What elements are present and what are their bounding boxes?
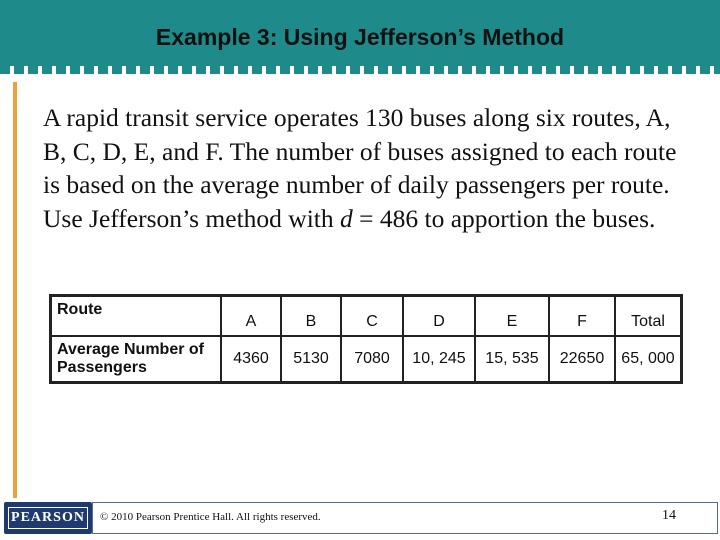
accent-bar bbox=[13, 82, 17, 498]
passenger-cell: 15, 535 bbox=[475, 336, 549, 383]
slide-title: Example 3: Using Jefferson’s Method bbox=[155, 24, 565, 50]
statement-part-2: = 486 to apportion the buses. bbox=[352, 203, 656, 233]
passenger-cell: 7080 bbox=[341, 336, 403, 383]
passenger-cell: 22650 bbox=[549, 336, 615, 383]
route-cell: F bbox=[549, 296, 615, 337]
route-cell: E bbox=[475, 296, 549, 337]
passenger-cell-total: 65, 000 bbox=[621, 350, 675, 367]
route-cell-total: Total bbox=[615, 296, 682, 337]
passenger-table bbox=[49, 294, 683, 384]
route-cell: B bbox=[281, 296, 341, 337]
logo-text: PEARSON bbox=[8, 507, 88, 529]
statement-part-1: A rapid transit service operates 130 buses along six routes, A, B, C, D, E, and F. The number of buses assigned to each route is based on the average number of daily passengers per route. Use Jefferson’s method with bbox=[43, 103, 677, 233]
passenger-cell: 10, 245 bbox=[403, 336, 475, 383]
dashed-divider bbox=[0, 66, 720, 74]
route-row bbox=[51, 296, 682, 337]
passenger-cell: 5130 bbox=[281, 336, 341, 383]
pearson-logo bbox=[4, 502, 92, 534]
route-header: Route bbox=[51, 296, 222, 337]
copyright-text: © 2010 Pearson Prentice Hall. All rights reserved. bbox=[100, 511, 321, 523]
passengers-header: Average Number of Passengers bbox=[51, 336, 222, 383]
route-cell: C bbox=[341, 296, 403, 337]
variable-d: d bbox=[340, 203, 353, 233]
passengers-row bbox=[51, 336, 682, 383]
route-cell: A bbox=[221, 296, 281, 337]
page-number: 14 bbox=[662, 508, 676, 523]
problem-statement bbox=[43, 101, 683, 235]
passenger-cell: 4360 bbox=[221, 336, 281, 383]
route-cell: D bbox=[403, 296, 475, 337]
